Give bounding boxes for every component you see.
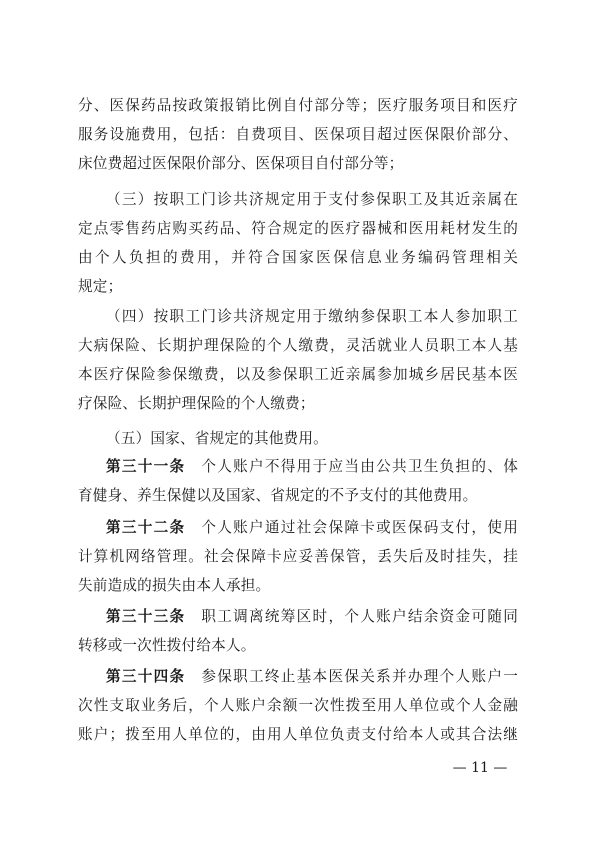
line-text: 转移或一次性拨付给本人。	[78, 637, 256, 654]
article-33-first-line	[106, 603, 518, 631]
line-text: 大病保险、长期护理保险的个人缴费，灵活就业人员职工本人基	[78, 337, 518, 354]
article-heading: 第三十三条	[106, 608, 186, 625]
article-heading: 第三十四条	[106, 668, 186, 685]
line-text: 账户；拨至用人单位的，由用人单位负责支付给本人或其合法继	[78, 726, 518, 743]
line-text: 定点零售药店购买药品、符合规定的医疗器械和医用耗材发生的	[78, 220, 518, 237]
line-text: 计算机网络管理。社会保障卡应妥善保管，丢失后及时挂失，挂	[78, 548, 518, 565]
text-line	[78, 215, 518, 243]
line-text: 床位费超过医保限价部分、医保项目自付部分等；	[78, 155, 404, 172]
text-line	[78, 332, 518, 360]
line-text: （三）按职工门诊共济规定用于支付参保职工及其近亲属在	[106, 191, 518, 208]
paragraph-first-line	[106, 186, 518, 214]
text-line	[78, 632, 518, 660]
line-text: 由个人负担的费用，并符合国家医保信息业务编码管理相关	[78, 249, 518, 266]
line-text: 次性支取业务后，个人账户余额一次性拨至用人单位或个人金融	[78, 697, 518, 714]
paragraph-first-line	[106, 425, 518, 453]
article-heading: 第三十二条	[106, 519, 186, 536]
line-text: 个人账户不得用于应当由公共卫生负担的、体	[185, 458, 518, 475]
page-number: — 11 —	[452, 760, 508, 776]
article-34-first-line	[106, 663, 518, 691]
line-text: 规定；	[78, 278, 123, 295]
text-line	[78, 244, 518, 272]
line-text: 职工调离统筹区时，个人账户结余资金可随同	[185, 608, 518, 625]
line-text: 失前造成的损失由本人承担。	[78, 577, 271, 594]
text-line	[78, 692, 518, 720]
line-text: 本医疗保险参保缴费，以及参保职工近亲属参加城乡居民基本医	[78, 366, 518, 383]
text-line	[78, 572, 518, 600]
line-text: 育健身、养生保健以及国家、省规定的不予支付的其他费用。	[78, 487, 478, 504]
line-text: 服务设施费用，包括：自费项目、医保项目超过医保限价部分、	[78, 126, 518, 143]
text-line	[78, 150, 518, 178]
text-line	[78, 361, 518, 389]
line-text: 个人账户通过社会保障卡或医保码支付，使用	[185, 519, 518, 536]
line-text: （五）国家、省规定的其他费用。	[106, 430, 328, 447]
article-31-first-line	[106, 453, 518, 481]
line-text: 分、医保药品按政策报销比例自付部分等；医疗服务项目和医疗	[78, 97, 518, 114]
text-line	[78, 721, 518, 749]
article-32-first-line	[106, 514, 518, 542]
text-line	[78, 121, 518, 149]
line-text: （四）按职工门诊共济规定用于缴纳参保职工本人参加职工	[106, 308, 518, 325]
text-line	[78, 273, 518, 301]
text-line	[78, 92, 518, 120]
line-text: 疗保险、长期护理保险的个人缴费；	[78, 395, 315, 412]
text-line	[78, 543, 518, 571]
line-text: 参保职工终止基本医保关系并办理个人账户一	[185, 668, 518, 685]
paragraph-first-line	[106, 303, 518, 331]
text-line	[78, 482, 518, 510]
article-heading: 第三十一条	[106, 458, 186, 475]
text-line	[78, 390, 518, 418]
